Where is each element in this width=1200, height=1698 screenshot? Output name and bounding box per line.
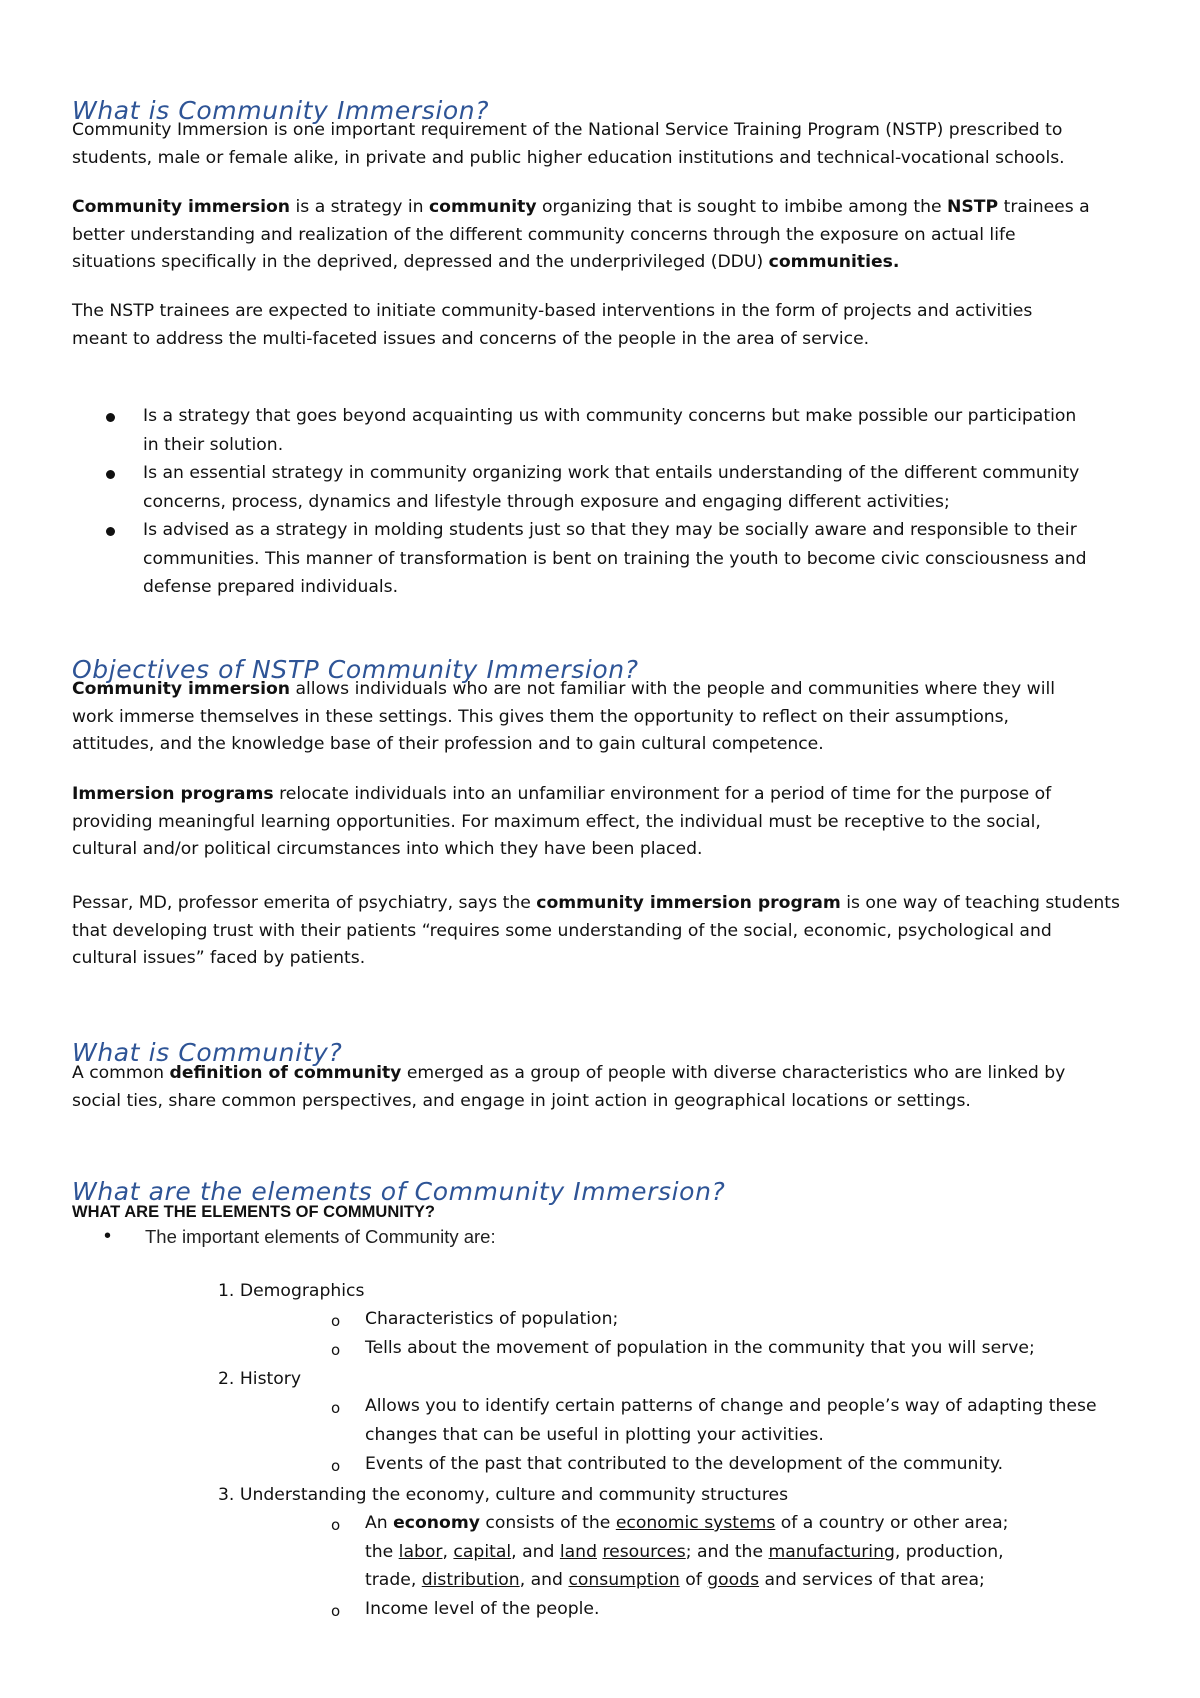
s1-bullet-3: Is advised as a strategy in molding students just so that they may be socially aware and responsible to their communities. This manner of transformation is bent on training the youth to become civic consciousness and defense prepared individuals. [143, 520, 1087, 597]
circle-bullet-icon: o [331, 1516, 341, 1534]
sub-item-economy: An economy consists of the economic systems of a country or other area; the labor, capital, and land resources; and the manufacturing, production, trade, distribution, and consumption of goods and services of that area; [365, 1513, 1009, 1590]
circle-bullet-icon: o [331, 1341, 341, 1359]
s1-bullet-1: Is a strategy that goes beyond acquainting us with community concerns but make possible our participation in their solution. [143, 406, 1077, 455]
list-item-demographics: 1. Demographics [218, 1281, 365, 1301]
s1-paragraph-1: Community Immersion is one important requirement of the National Service Training Program (NSTP) prescribed to students, male or female alike, in private and public higher education institutions and technical-vocational schools. [72, 120, 1065, 168]
s3-paragraph: A common definition of community emerged as a group of people with diverse characteristics who are linked by social ties, share common perspectives, and engage in joint action in geographical locations or settings. [72, 1063, 1066, 1111]
heading-what-is-community: What is Community? [72, 1038, 343, 1067]
s1-bullet-2: Is an essential strategy in community organizing work that entails understanding of the different community concerns, process, dynamics and lifestyle through exposure and engaging different activities; [143, 463, 1080, 512]
s1-paragraph-3: The NSTP trainees are expected to initiate community-based interventions in the form of projects and activities meant to address the multi-faceted issues and concerns of the people in the area of service. [72, 301, 1033, 349]
bullet-icon [106, 527, 115, 536]
heading-what-is-community-immersion: What is Community Immersion? [72, 96, 490, 125]
s2-paragraph-2: Immersion programs relocate individuals into an unfamiliar environment for a period of time for the purpose of providing meaningful learning opportunities. For maximum effect, the individual must be receptive to the social, cultural and/or political circumstances into which they have been placed. [72, 784, 1052, 859]
heading-objectives: Objectives of NSTP Community Immersion? [72, 655, 639, 684]
heading-elements: What are the elements of Community Immersion? [72, 1177, 726, 1206]
s2-paragraph-3: Pessar, MD, professor emerita of psychiatry, says the community immersion program is one way of teaching students that developing trust with their patients “requires some understanding of the social, economic, psychological and cultural issues” faced by patients. [72, 893, 1120, 968]
circle-bullet-icon: o [331, 1602, 341, 1620]
s2-paragraph-1: Community immersion allows individuals who are not familiar with the people and communities where they will work immerse themselves in these settings. This gives them the opportunity to reflect on their assumptions, attitudes, and the knowledge base of their profession and to gain cultural competence. [72, 679, 1056, 754]
bullet-icon: • [104, 1225, 112, 1247]
circle-bullet-icon: o [331, 1399, 341, 1417]
list-item-economy-culture: 3. Understanding the economy, culture and community structures [218, 1485, 789, 1505]
circle-bullet-icon: o [331, 1457, 341, 1475]
elements-intro: The important elements of Community are: [145, 1226, 496, 1247]
subheading-elements-of-community: WHAT ARE THE ELEMENTS OF COMMUNITY? [72, 1203, 435, 1221]
bullet-icon [106, 413, 115, 422]
bullet-icon [106, 470, 115, 479]
sub-item: Income level of the people. [365, 1599, 600, 1619]
sub-item: Events of the past that contributed to the development of the community. [365, 1454, 1004, 1474]
list-item-history: 2. History [218, 1369, 302, 1389]
sub-item: Tells about the movement of population in the community that you will serve; [365, 1338, 1035, 1358]
s1-paragraph-2: Community immersion is a strategy in community organizing that is sought to imbibe among the NSTP trainees a better understanding and realization of the different community concerns through the exposure on actual life situations specifically in the deprived, depressed and the underprivileged (DDU) communities. [72, 197, 1090, 272]
sub-item: Characteristics of population; [365, 1309, 619, 1329]
circle-bullet-icon: o [331, 1312, 341, 1330]
sub-item: Allows you to identify certain patterns of change and people’s way of adapting these changes that can be useful in plotting your activities. [365, 1396, 1097, 1445]
